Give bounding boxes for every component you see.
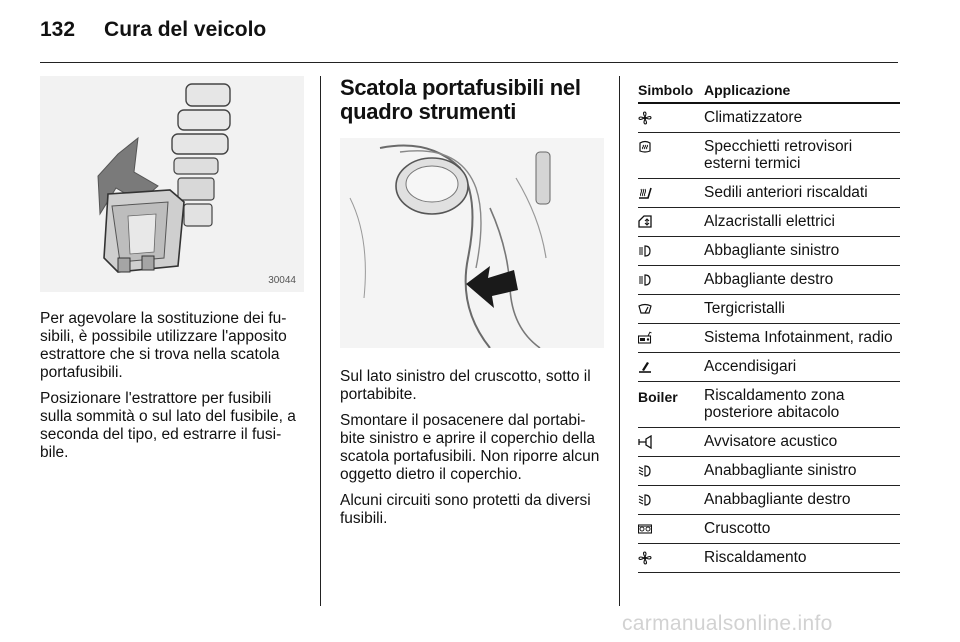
instrument-cluster-icon [638, 522, 652, 536]
heated-seat-icon [638, 186, 652, 200]
left-column [40, 76, 305, 462]
low-beam-icon [638, 464, 652, 478]
watermark: carmanualsonline.info [622, 612, 833, 635]
application-text: Riscaldamento zona posteriore abitacolo [704, 387, 845, 421]
paragraph: Alcuni circuiti sono protetti da diversi fusibili. [340, 492, 591, 527]
table-row [638, 324, 900, 353]
application-text: Climatizzatore [704, 109, 803, 126]
symbol-cell [638, 486, 704, 514]
header-symbol: Simbolo [638, 82, 694, 98]
application-text: Abbagliante destro [704, 271, 834, 288]
table-row [638, 208, 900, 237]
horn-icon [638, 435, 652, 449]
application-text: Anabbagliante sinistro [704, 462, 857, 479]
application-text: Specchietti retrovisori esterni termici [704, 138, 853, 172]
application-text: Tergicristalli [704, 300, 785, 317]
application-text: Alzacristalli elettrici [704, 213, 835, 230]
high-beam-icon [638, 244, 652, 258]
application-text: Cruscotto [704, 520, 771, 537]
table-row [638, 266, 900, 295]
application-text: Avvisatore acustico [704, 433, 838, 450]
wiper-icon [638, 302, 652, 316]
application-text: Sedili anteriori riscaldati [704, 184, 868, 201]
fan-icon [638, 551, 652, 565]
page-title: Cura del veicolo [104, 18, 267, 41]
symbol-cell [638, 544, 704, 572]
symbol-cell [638, 133, 704, 178]
dashboard-drawing [340, 138, 604, 348]
low-beam-icon [638, 493, 652, 507]
table-row [638, 457, 900, 486]
paragraph: Smontare il posacenere dal portabi-bite sinistro e aprire il coperchio della scatola portafusibili. Non riporre alcun oggetto dietro il coperchio. [340, 412, 600, 483]
application-text: Accendisigari [704, 358, 797, 375]
header-application: Applicazione [704, 82, 791, 98]
table-row [638, 237, 900, 266]
table-row [638, 515, 900, 544]
symbol-text: Boiler [638, 389, 678, 405]
symbol-cell [638, 515, 704, 543]
column-divider-1 [320, 76, 321, 606]
symbol-cell [638, 295, 704, 323]
section-heading-line-2: quadro strumenti [340, 99, 517, 124]
fuse-table [638, 76, 900, 573]
cigarette-lighter-icon [638, 360, 652, 374]
fuse-extractor-illustration [40, 76, 304, 292]
middle-column [340, 76, 605, 528]
symbol-cell [638, 457, 704, 485]
table-row [638, 179, 900, 208]
application-text: Sistema Infotainment, radio [704, 329, 893, 346]
fan-icon [638, 111, 652, 125]
symbol-cell [638, 428, 704, 456]
section-heading-line-1: Scatola portafusibili nel [340, 75, 581, 100]
power-window-icon [638, 215, 652, 229]
symbol-cell [638, 104, 704, 132]
table-row [638, 544, 900, 573]
paragraph: Sul lato sinistro del cruscotto, sotto il portabibite. [340, 368, 591, 403]
table-row [638, 382, 900, 428]
application-text: Abbagliante sinistro [704, 242, 840, 259]
table-row [638, 353, 900, 382]
heated-mirror-icon [638, 140, 652, 154]
paragraph: Posizionare l'estrattore per fusibili sulla sommità o sul lato del fusibile, a seconda del tipo, ed estrarre il fusi-bile. [40, 390, 296, 461]
table-body [638, 104, 900, 573]
table-row [638, 104, 900, 133]
dashboard-fuse-box-illustration [340, 138, 604, 348]
table-row [638, 428, 900, 457]
symbol-cell [638, 353, 704, 381]
figure-number: 30044 [268, 275, 296, 286]
symbol-cell [638, 179, 704, 207]
column-divider-2 [619, 76, 620, 606]
application-text: Anabbagliante destro [704, 491, 851, 508]
symbol-cell [638, 266, 704, 294]
high-beam-icon [638, 273, 652, 287]
page-header [40, 18, 266, 48]
section-heading [340, 76, 605, 124]
table-header [638, 76, 900, 104]
paragraph: Per agevolare la sostituzione dei fu-sibili, è possibile utilizzare l'apposito estrattore che si trova nella scatola portafusibili. [40, 310, 287, 381]
symbol-cell [638, 324, 704, 352]
radio-icon [638, 331, 652, 345]
fuse-extractor-drawing [40, 76, 304, 292]
table-row [638, 295, 900, 324]
symbol-cell [638, 237, 704, 265]
table-row [638, 133, 900, 179]
application-text: Riscaldamento [704, 549, 807, 566]
header-rule [40, 62, 898, 63]
table-row [638, 486, 900, 515]
page-number: 132 [40, 18, 76, 41]
symbol-cell [638, 208, 704, 236]
